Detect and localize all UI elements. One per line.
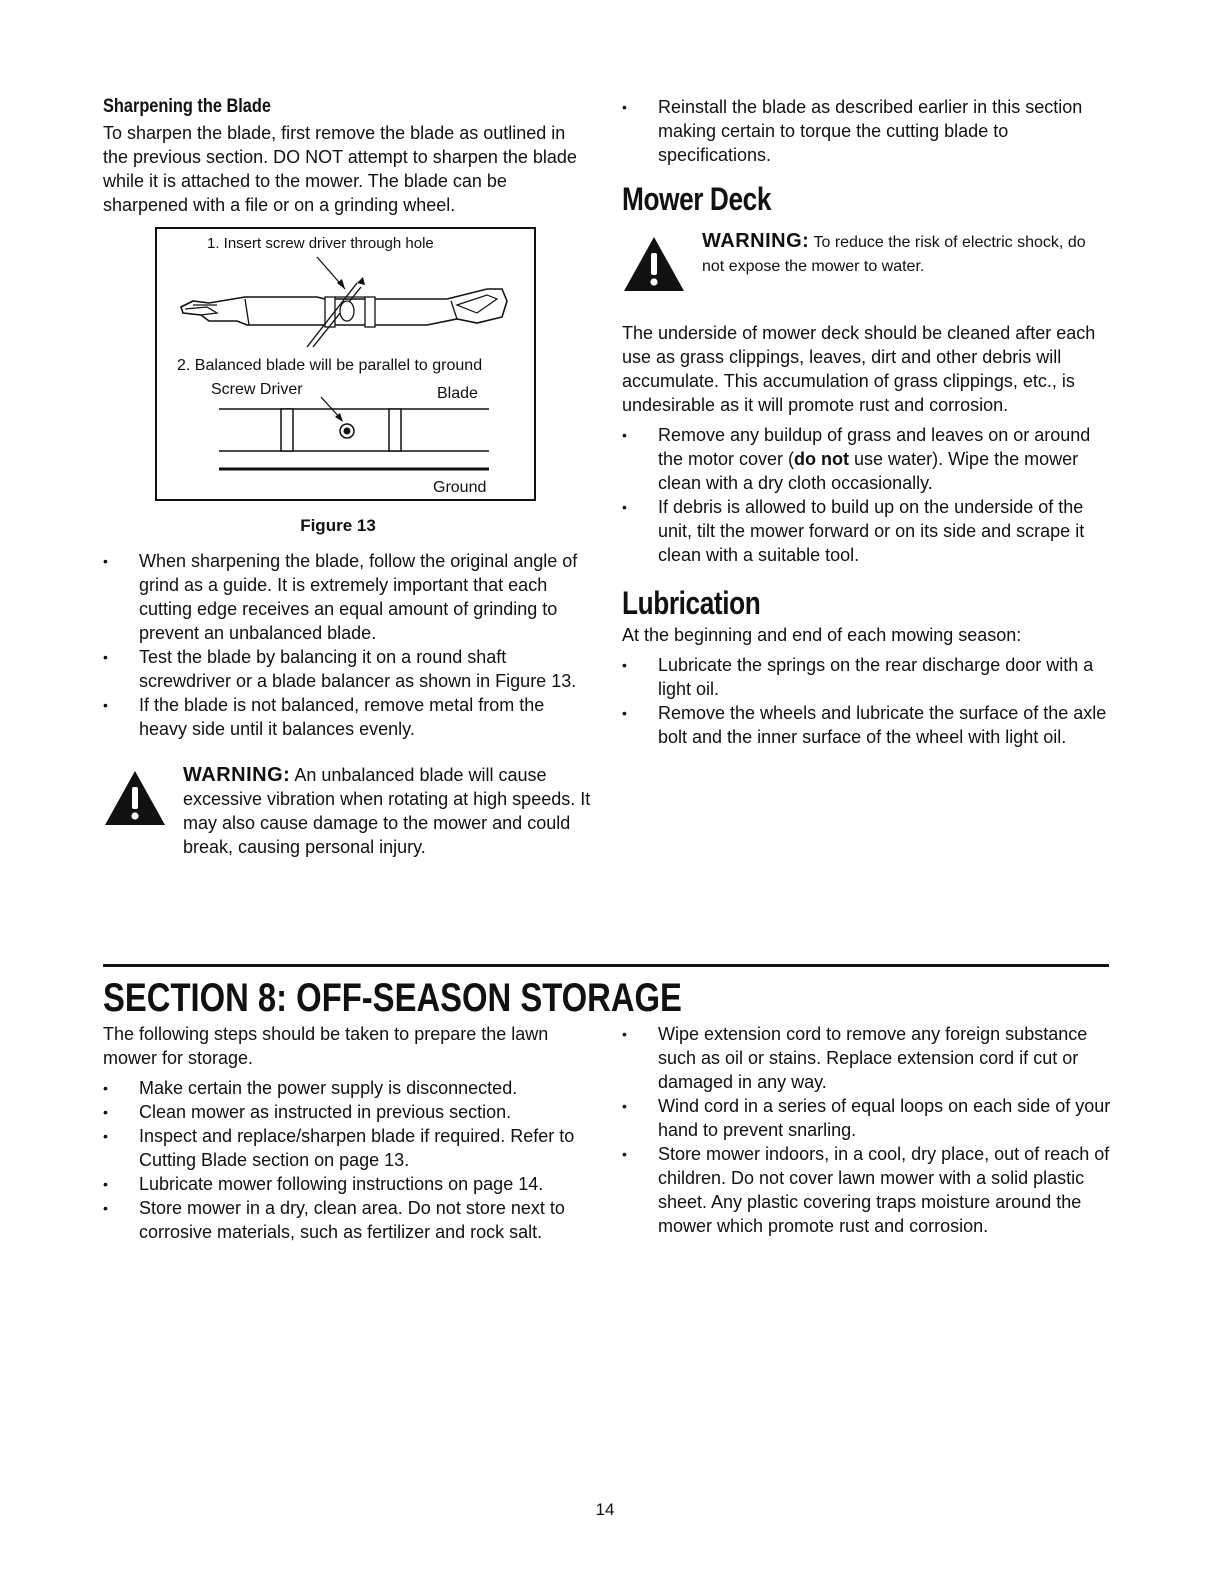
list-item: • Make certain the power supply is disconnected.: [103, 1076, 593, 1100]
sharpening-heading: Sharpening the Blade: [103, 96, 271, 117]
figure-label-screw-driver: Screw Driver: [211, 381, 303, 398]
page-number: 14: [595, 1500, 615, 1519]
mower-deck-intro: The underside of mower deck should be cleaned after each use as grass clippings, leaves, dirt and other debris will accumulate. This accumulation of grass clippings, etc., is undesirable as it will promote rust and corrosion.: [622, 323, 1096, 415]
warning-icon: [103, 769, 167, 827]
left-column-bottom: [103, 1022, 593, 1244]
list-item: • Inspect and replace/sharpen blade if required. Refer to Cutting Blade section on page 13.: [103, 1124, 593, 1172]
figure-13-diagram: [155, 227, 536, 501]
list-item: • Test the blade by balancing it on a round shaft screwdriver or a blade balancer as shown in Figure 13.: [103, 645, 593, 693]
list-item: • Store mower in a dry, clean area. Do not store next to corrosive materials, such as fertilizer and rock salt.: [103, 1196, 593, 1244]
left-column-top: [103, 95, 593, 859]
warning-label: WARNING:: [183, 764, 291, 786]
lubrication-bullets: [622, 653, 1112, 749]
section-8-title: SECTION 8: OFF-SEASON STORAGE: [103, 976, 682, 1020]
list-item: • Wind cord in a series of equal loops on each side of your hand to prevent snarling.: [622, 1094, 1112, 1142]
warning-label: WARNING:: [702, 230, 810, 252]
right-column-top: [622, 95, 1112, 749]
mower-deck-heading: Mower Deck: [622, 181, 772, 217]
blade-warning: [103, 763, 593, 859]
warning-text: To reduce the risk of electric shock, do not expose the mower to water.: [702, 234, 1086, 275]
warning-icon: [622, 235, 686, 293]
storage-intro: The following steps should be taken to prepare the lawn mower for storage.: [103, 1024, 549, 1068]
sharpening-bullets: [103, 549, 593, 741]
list-item: • If the blade is not balanced, remove metal from the heavy side until it balances evenly.: [103, 693, 593, 741]
deck-warning: [622, 229, 1112, 309]
list-item: • Wipe extension cord to remove any foreign substance such as oil or stains. Replace extension cord if cut or damaged in any way.: [622, 1022, 1112, 1094]
figure-label-ground: Ground: [433, 479, 487, 496]
figure-label-insert: 1. Insert screw driver through hole: [207, 235, 434, 252]
list-item: • Lubricate mower following instructions on page 14.: [103, 1172, 593, 1196]
list-item: • Lubricate the springs on the rear discharge door with a light oil.: [622, 653, 1112, 701]
mower-deck-bullets: [622, 423, 1112, 567]
lubrication-intro: At the beginning and end of each mowing season:: [622, 625, 1022, 645]
list-item: • When sharpening the blade, follow the original angle of grind as a guide. It is extremely important that each cutting edge receives an equal amount of grinding to prevent an unbalanced blade.: [103, 549, 593, 645]
figure-caption: Figure 13: [300, 516, 376, 535]
warning-text: An unbalanced blade will cause excessive vibration when rotating at high speeds. It may also cause damage to the mower and could break, causing personal injury.: [183, 765, 591, 857]
storage-left-bullets: [103, 1076, 593, 1244]
right-column-bottom: [622, 1022, 1112, 1238]
lubrication-heading: Lubrication: [622, 585, 761, 621]
list-item: • Store mower indoors, in a cool, dry place, out of reach of children. Do not cover lawn mower with a solid plastic sheet. Any plastic covering traps moisture around the mower which promote rust and corrosion.: [622, 1142, 1112, 1238]
sharpening-intro: To sharpen the blade, first remove the blade as outlined in the previous section. DO NOT attempt to sharpen the blade while it is attached to the mower. The blade can be sharpened with a file or on a grinding wheel.: [103, 123, 577, 215]
list-item: • Remove the wheels and lubricate the surface of the axle bolt and the inner surface of the wheel with light oil.: [622, 701, 1112, 749]
storage-right-bullets: [622, 1022, 1112, 1238]
figure-label-balanced: 2. Balanced blade will be parallel to ground: [177, 357, 483, 374]
list-item: • Clean mower as instructed in previous section.: [103, 1100, 593, 1124]
list-item: • Remove any buildup of grass and leaves on or around the motor cover (do not use water). Wipe the mower clean with a dry cloth occasionally.: [622, 423, 1112, 495]
section-divider: [103, 964, 1109, 967]
figure-label-blade: Blade: [437, 385, 478, 402]
list-item: • If debris is allowed to build up on the underside of the unit, tilt the mower forward or on its side and scrape it clean with a suitable tool.: [622, 495, 1112, 567]
reinstall-bullet: • Reinstall the blade as described earlier in this section making certain to torque the cutting blade to specifications.: [622, 95, 1112, 167]
